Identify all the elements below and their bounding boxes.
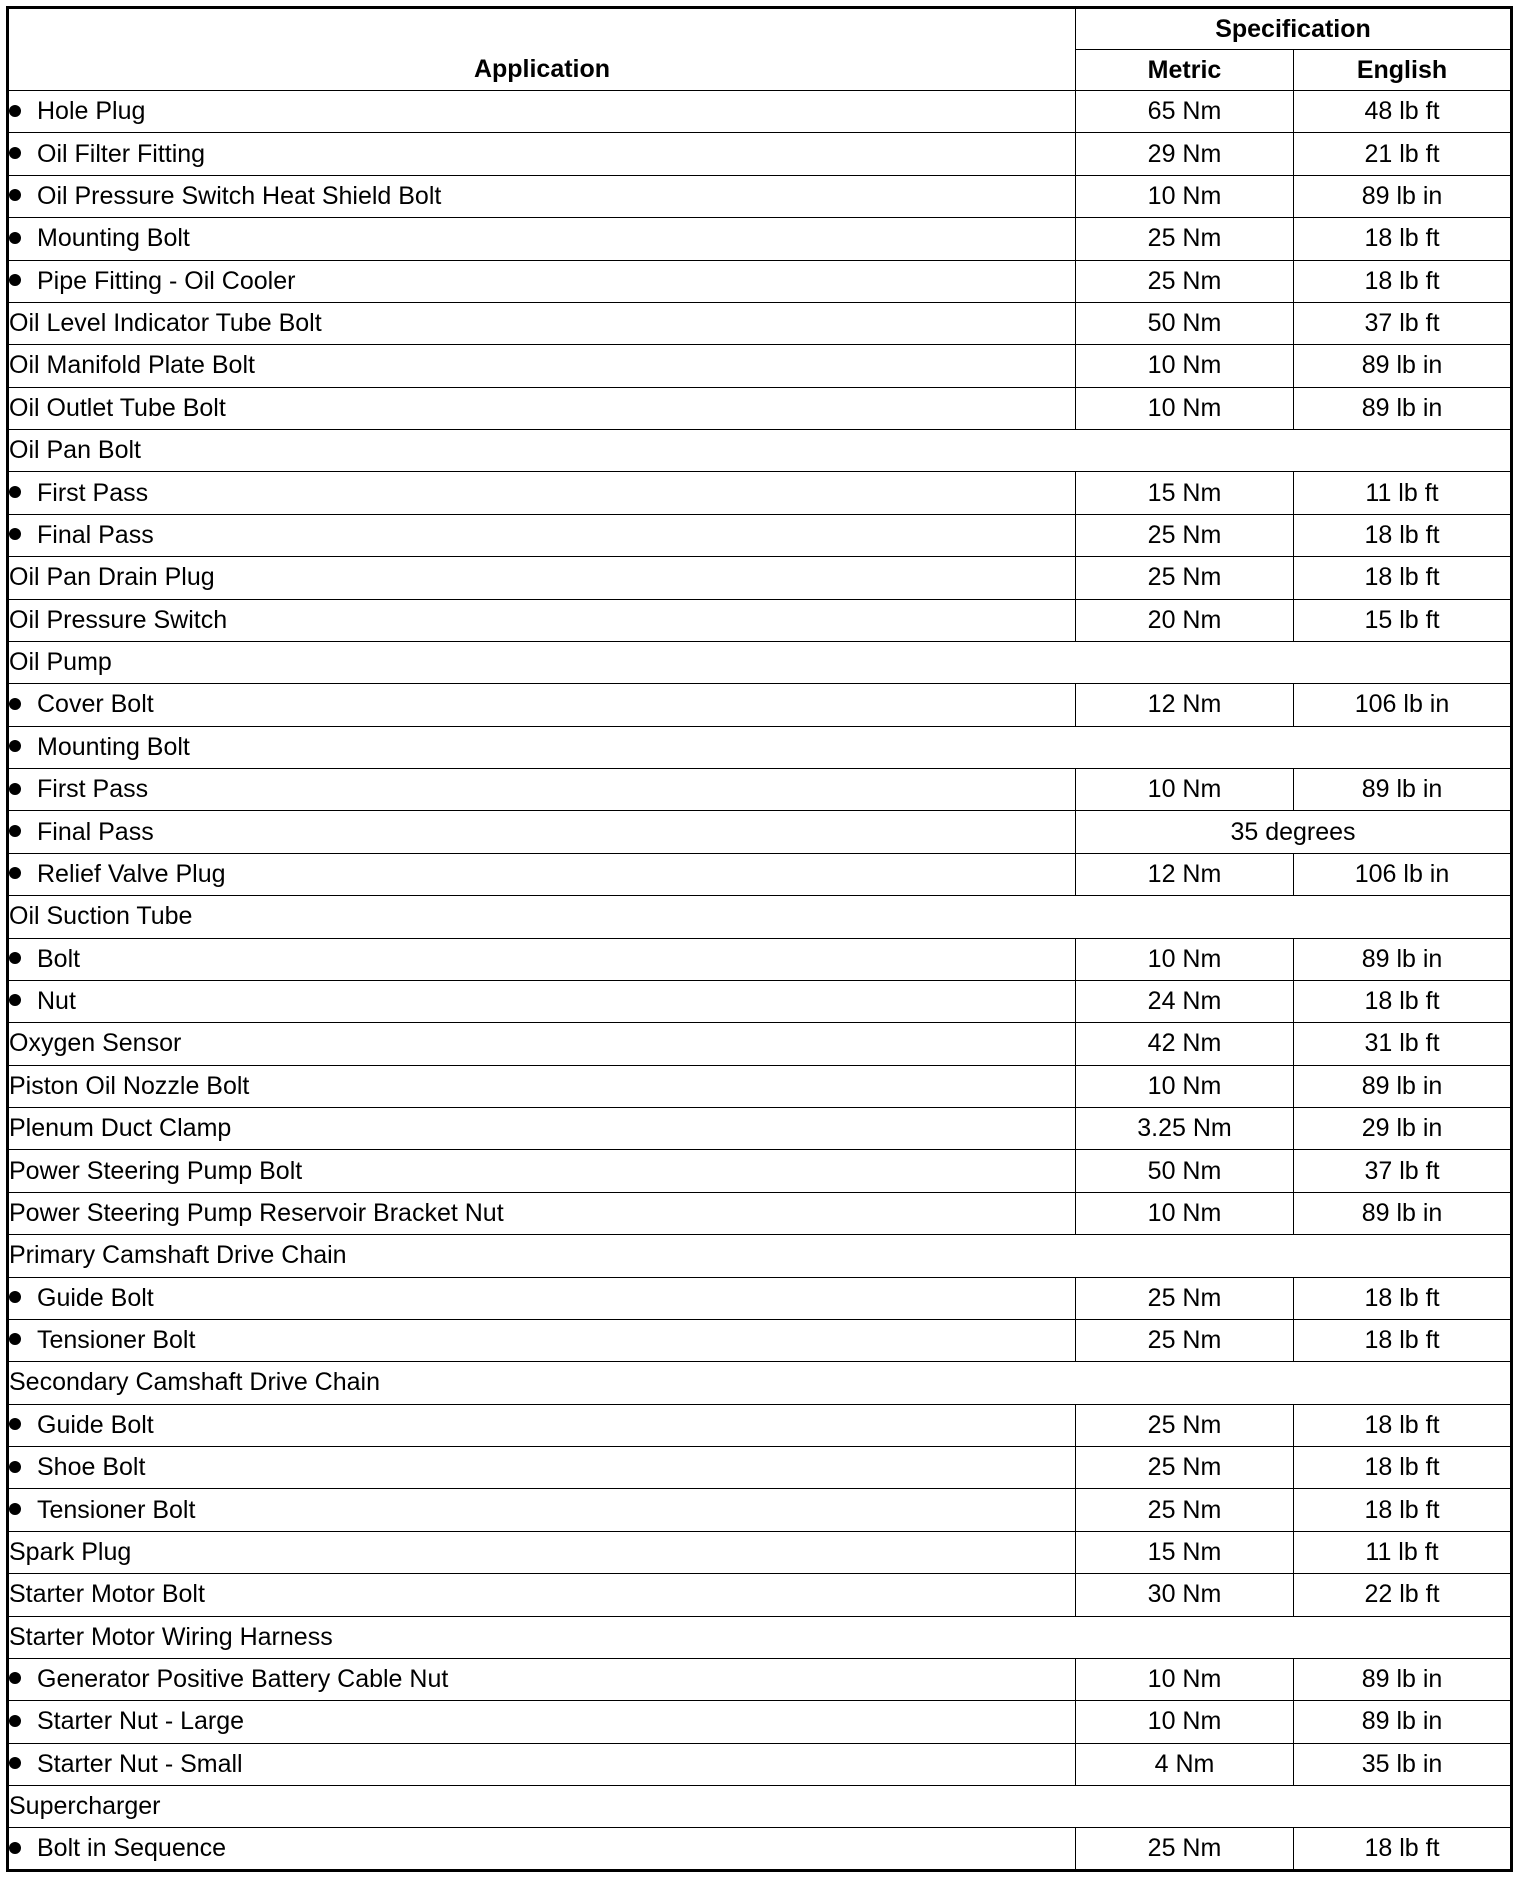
bullet-icon bbox=[9, 783, 21, 795]
table-body bbox=[8, 91, 1512, 1871]
english-value: 89 lb in bbox=[1294, 1701, 1512, 1743]
bullet-icon bbox=[9, 1418, 21, 1430]
application-cell bbox=[8, 260, 1076, 302]
application-cell bbox=[8, 175, 1076, 217]
table-row bbox=[8, 599, 1512, 641]
metric-value: 10 Nm bbox=[1076, 1701, 1294, 1743]
table-row bbox=[8, 1277, 1512, 1319]
english-value: 89 lb in bbox=[1294, 345, 1512, 387]
application-cell bbox=[8, 1658, 1076, 1700]
table-row bbox=[8, 472, 1512, 514]
table-row bbox=[8, 726, 1512, 768]
application-cell bbox=[8, 218, 1076, 260]
bullet-icon bbox=[9, 1333, 21, 1345]
bullet-icon bbox=[9, 1715, 21, 1727]
english-value: 18 lb ft bbox=[1294, 980, 1512, 1022]
application-cell bbox=[8, 1065, 1076, 1107]
english-value: 89 lb in bbox=[1294, 938, 1512, 980]
application-label: Oil Outlet Tube Bolt bbox=[9, 393, 226, 422]
table-row bbox=[8, 1616, 1512, 1658]
application-cell bbox=[8, 1277, 1076, 1319]
application-cell bbox=[8, 1489, 1076, 1531]
metric-value: 25 Nm bbox=[1076, 557, 1294, 599]
english-header: English bbox=[1294, 50, 1512, 91]
table-row bbox=[8, 557, 1512, 599]
bullet-icon bbox=[9, 698, 21, 710]
table-row bbox=[8, 1447, 1512, 1489]
application-label: First Pass bbox=[37, 478, 149, 507]
metric-value: 25 Nm bbox=[1076, 1489, 1294, 1531]
application-cell bbox=[8, 1108, 1076, 1150]
english-value: 18 lb ft bbox=[1294, 1404, 1512, 1446]
table-row bbox=[8, 1489, 1512, 1531]
table-row bbox=[8, 175, 1512, 217]
application-cell bbox=[8, 514, 1076, 556]
bullet-icon bbox=[9, 994, 21, 1006]
metric-value: 10 Nm bbox=[1076, 1658, 1294, 1700]
table-row bbox=[8, 345, 1512, 387]
metric-value: 24 Nm bbox=[1076, 980, 1294, 1022]
english-value: 18 lb ft bbox=[1294, 1828, 1512, 1871]
bullet-icon bbox=[9, 232, 21, 244]
application-label: Oil Pressure Switch bbox=[9, 605, 228, 634]
bullet-icon bbox=[9, 952, 21, 964]
application-label: Mounting Bolt bbox=[37, 224, 190, 253]
english-value: 48 lb ft bbox=[1294, 91, 1512, 133]
english-value: 37 lb ft bbox=[1294, 302, 1512, 344]
application-cell bbox=[8, 1574, 1076, 1616]
metric-value: 25 Nm bbox=[1076, 1319, 1294, 1361]
application-label: Oil Filter Fitting bbox=[37, 139, 206, 168]
metric-value: 25 Nm bbox=[1076, 218, 1294, 260]
metric-value: 10 Nm bbox=[1076, 769, 1294, 811]
application-label: Tensioner Bolt bbox=[37, 1495, 196, 1524]
bullet-icon bbox=[9, 105, 21, 117]
table-row bbox=[8, 1150, 1512, 1192]
table-row bbox=[8, 91, 1512, 133]
table-header bbox=[8, 8, 1512, 91]
metric-value: 25 Nm bbox=[1076, 514, 1294, 556]
table-row bbox=[8, 1658, 1512, 1700]
application-label: Oil Suction Tube bbox=[9, 902, 193, 931]
application-label: Oxygen Sensor bbox=[9, 1029, 182, 1058]
application-label: Oil Pan Bolt bbox=[9, 436, 142, 465]
english-value: 21 lb ft bbox=[1294, 133, 1512, 175]
metric-value: 42 Nm bbox=[1076, 1023, 1294, 1065]
table-row bbox=[8, 896, 1512, 938]
bullet-icon bbox=[9, 274, 21, 286]
table-row bbox=[8, 853, 1512, 895]
english-value: 11 lb ft bbox=[1294, 472, 1512, 514]
metric-value: 30 Nm bbox=[1076, 1574, 1294, 1616]
bullet-icon bbox=[9, 1672, 21, 1684]
table-row bbox=[8, 769, 1512, 811]
application-label: Starter Nut - Small bbox=[37, 1749, 243, 1778]
application-label: Spark Plug bbox=[9, 1537, 132, 1566]
metric-value: 3.25 Nm bbox=[1076, 1108, 1294, 1150]
metric-value: 50 Nm bbox=[1076, 1150, 1294, 1192]
metric-value: 12 Nm bbox=[1076, 684, 1294, 726]
application-cell bbox=[8, 896, 1512, 938]
application-cell bbox=[8, 91, 1076, 133]
application-cell bbox=[8, 387, 1076, 429]
application-label: Final Pass bbox=[37, 817, 154, 846]
application-label: First Pass bbox=[37, 775, 149, 804]
application-cell bbox=[8, 1828, 1076, 1871]
table-row bbox=[8, 1786, 1512, 1828]
application-label: Bolt bbox=[37, 944, 81, 973]
application-cell bbox=[8, 1447, 1076, 1489]
metric-header: Metric bbox=[1076, 50, 1294, 91]
application-cell bbox=[8, 472, 1076, 514]
english-value: 18 lb ft bbox=[1294, 1489, 1512, 1531]
metric-value: 15 Nm bbox=[1076, 472, 1294, 514]
application-label: Nut bbox=[37, 987, 76, 1016]
table-row bbox=[8, 1192, 1512, 1234]
application-cell bbox=[8, 1786, 1512, 1828]
application-label: Starter Motor Wiring Harness bbox=[9, 1622, 333, 1651]
application-cell bbox=[8, 1319, 1076, 1361]
table-row bbox=[8, 938, 1512, 980]
bullet-icon bbox=[9, 189, 21, 201]
metric-value: 65 Nm bbox=[1076, 91, 1294, 133]
application-cell bbox=[8, 1531, 1076, 1573]
table-row bbox=[8, 1531, 1512, 1573]
application-cell bbox=[8, 557, 1076, 599]
application-cell bbox=[8, 599, 1076, 641]
english-value: 18 lb ft bbox=[1294, 218, 1512, 260]
bullet-icon bbox=[9, 740, 21, 752]
english-value: 18 lb ft bbox=[1294, 260, 1512, 302]
bullet-icon bbox=[9, 1461, 21, 1473]
english-value: 35 lb in bbox=[1294, 1743, 1512, 1785]
application-label: Supercharger bbox=[9, 1792, 161, 1821]
table-row bbox=[8, 260, 1512, 302]
table-row bbox=[8, 430, 1512, 472]
application-label: Relief Valve Plug bbox=[37, 859, 226, 888]
english-value: 18 lb ft bbox=[1294, 1447, 1512, 1489]
application-cell bbox=[8, 811, 1076, 853]
metric-value: 10 Nm bbox=[1076, 387, 1294, 429]
application-label: Starter Nut - Large bbox=[37, 1707, 245, 1736]
application-label: Secondary Camshaft Drive Chain bbox=[9, 1368, 380, 1397]
header-row-top bbox=[8, 8, 1512, 50]
table-row bbox=[8, 811, 1512, 853]
metric-value: 4 Nm bbox=[1076, 1743, 1294, 1785]
english-value: 18 lb ft bbox=[1294, 514, 1512, 556]
application-cell bbox=[8, 1616, 1512, 1658]
table-row bbox=[8, 1404, 1512, 1446]
metric-value: 50 Nm bbox=[1076, 302, 1294, 344]
table-row bbox=[8, 1828, 1512, 1871]
table-row bbox=[8, 1235, 1512, 1277]
table-row bbox=[8, 641, 1512, 683]
application-label: Plenum Duct Clamp bbox=[9, 1114, 232, 1143]
application-cell bbox=[8, 1743, 1076, 1785]
english-value: 31 lb ft bbox=[1294, 1023, 1512, 1065]
english-value: 106 lb in bbox=[1294, 853, 1512, 895]
application-label: Power Steering Pump Reservoir Bracket Nut bbox=[9, 1198, 504, 1227]
application-cell bbox=[8, 1404, 1076, 1446]
english-value: 29 lb in bbox=[1294, 1108, 1512, 1150]
bullet-icon bbox=[9, 1842, 21, 1854]
english-value: 22 lb ft bbox=[1294, 1574, 1512, 1616]
specification-header: Specification bbox=[1076, 8, 1512, 50]
application-cell bbox=[8, 853, 1076, 895]
metric-value: 25 Nm bbox=[1076, 1277, 1294, 1319]
bullet-icon bbox=[9, 486, 21, 498]
table-row bbox=[8, 1574, 1512, 1616]
metric-value: 12 Nm bbox=[1076, 853, 1294, 895]
application-cell bbox=[8, 769, 1076, 811]
application-cell bbox=[8, 1235, 1512, 1277]
english-value: 37 lb ft bbox=[1294, 1150, 1512, 1192]
application-label: Oil Pan Drain Plug bbox=[9, 563, 215, 592]
application-cell bbox=[8, 938, 1076, 980]
table-row bbox=[8, 387, 1512, 429]
bullet-icon bbox=[9, 1757, 21, 1769]
table-row bbox=[8, 1023, 1512, 1065]
english-value: 18 lb ft bbox=[1294, 557, 1512, 599]
table-row bbox=[8, 218, 1512, 260]
application-label: Oil Level Indicator Tube Bolt bbox=[9, 309, 322, 338]
bullet-icon bbox=[9, 825, 21, 837]
english-value: 18 lb ft bbox=[1294, 1319, 1512, 1361]
table-row bbox=[8, 1743, 1512, 1785]
combined-spec-value: 35 degrees bbox=[1076, 811, 1512, 853]
metric-value: 25 Nm bbox=[1076, 1828, 1294, 1871]
english-value: 11 lb ft bbox=[1294, 1531, 1512, 1573]
metric-value: 20 Nm bbox=[1076, 599, 1294, 641]
application-cell bbox=[8, 133, 1076, 175]
application-label: Hole Plug bbox=[37, 97, 146, 126]
table-row bbox=[8, 1065, 1512, 1107]
bullet-icon bbox=[9, 1503, 21, 1515]
english-value: 89 lb in bbox=[1294, 769, 1512, 811]
application-label: Generator Positive Battery Cable Nut bbox=[37, 1665, 449, 1694]
application-label: Oil Pressure Switch Heat Shield Bolt bbox=[37, 181, 442, 210]
application-label: Shoe Bolt bbox=[37, 1453, 146, 1482]
english-value: 89 lb in bbox=[1294, 1192, 1512, 1234]
application-cell bbox=[8, 1192, 1076, 1234]
english-value: 89 lb in bbox=[1294, 1658, 1512, 1700]
application-label: Power Steering Pump Bolt bbox=[9, 1156, 303, 1185]
application-cell bbox=[8, 345, 1076, 387]
application-cell bbox=[8, 1701, 1076, 1743]
metric-value: 25 Nm bbox=[1076, 1404, 1294, 1446]
application-cell bbox=[8, 641, 1512, 683]
application-cell bbox=[8, 684, 1076, 726]
table-row bbox=[8, 514, 1512, 556]
application-label: Final Pass bbox=[37, 520, 154, 549]
application-label: Oil Manifold Plate Bolt bbox=[9, 351, 255, 380]
application-cell bbox=[8, 302, 1076, 344]
metric-value: 10 Nm bbox=[1076, 1065, 1294, 1107]
bullet-icon bbox=[9, 528, 21, 540]
application-label: Bolt in Sequence bbox=[37, 1834, 227, 1863]
application-cell bbox=[8, 1023, 1076, 1065]
application-label: Mounting Bolt bbox=[37, 732, 190, 761]
english-value: 89 lb in bbox=[1294, 1065, 1512, 1107]
application-cell bbox=[8, 430, 1512, 472]
application-cell bbox=[8, 980, 1076, 1022]
table-row bbox=[8, 302, 1512, 344]
application-label: Starter Motor Bolt bbox=[9, 1580, 205, 1609]
english-value: 89 lb in bbox=[1294, 175, 1512, 217]
application-label: Tensioner Bolt bbox=[37, 1326, 196, 1355]
metric-value: 10 Nm bbox=[1076, 345, 1294, 387]
torque-specification-table bbox=[6, 6, 1513, 1872]
table-row bbox=[8, 980, 1512, 1022]
metric-value: 25 Nm bbox=[1076, 1447, 1294, 1489]
application-label: Pipe Fitting - Oil Cooler bbox=[37, 266, 296, 295]
english-value: 15 lb ft bbox=[1294, 599, 1512, 641]
metric-value: 29 Nm bbox=[1076, 133, 1294, 175]
table-row bbox=[8, 133, 1512, 175]
application-header: Application bbox=[8, 8, 1076, 91]
application-label: Primary Camshaft Drive Chain bbox=[9, 1241, 347, 1270]
application-cell bbox=[8, 1362, 1512, 1404]
metric-value: 10 Nm bbox=[1076, 1192, 1294, 1234]
bullet-icon bbox=[9, 147, 21, 159]
application-label: Oil Pump bbox=[9, 648, 112, 677]
table-row bbox=[8, 1701, 1512, 1743]
metric-value: 25 Nm bbox=[1076, 260, 1294, 302]
bullet-icon bbox=[9, 867, 21, 879]
table-row bbox=[8, 1362, 1512, 1404]
application-label: Guide Bolt bbox=[37, 1410, 154, 1439]
english-value: 18 lb ft bbox=[1294, 1277, 1512, 1319]
bullet-icon bbox=[9, 1291, 21, 1303]
table-row bbox=[8, 684, 1512, 726]
application-cell bbox=[8, 726, 1512, 768]
table-row bbox=[8, 1319, 1512, 1361]
application-label: Cover Bolt bbox=[37, 690, 154, 719]
application-label: Piston Oil Nozzle Bolt bbox=[9, 1071, 250, 1100]
application-label: Guide Bolt bbox=[37, 1283, 154, 1312]
metric-value: 10 Nm bbox=[1076, 175, 1294, 217]
english-value: 106 lb in bbox=[1294, 684, 1512, 726]
application-cell bbox=[8, 1150, 1076, 1192]
english-value: 89 lb in bbox=[1294, 387, 1512, 429]
metric-value: 15 Nm bbox=[1076, 1531, 1294, 1573]
metric-value: 10 Nm bbox=[1076, 938, 1294, 980]
table-row bbox=[8, 1108, 1512, 1150]
